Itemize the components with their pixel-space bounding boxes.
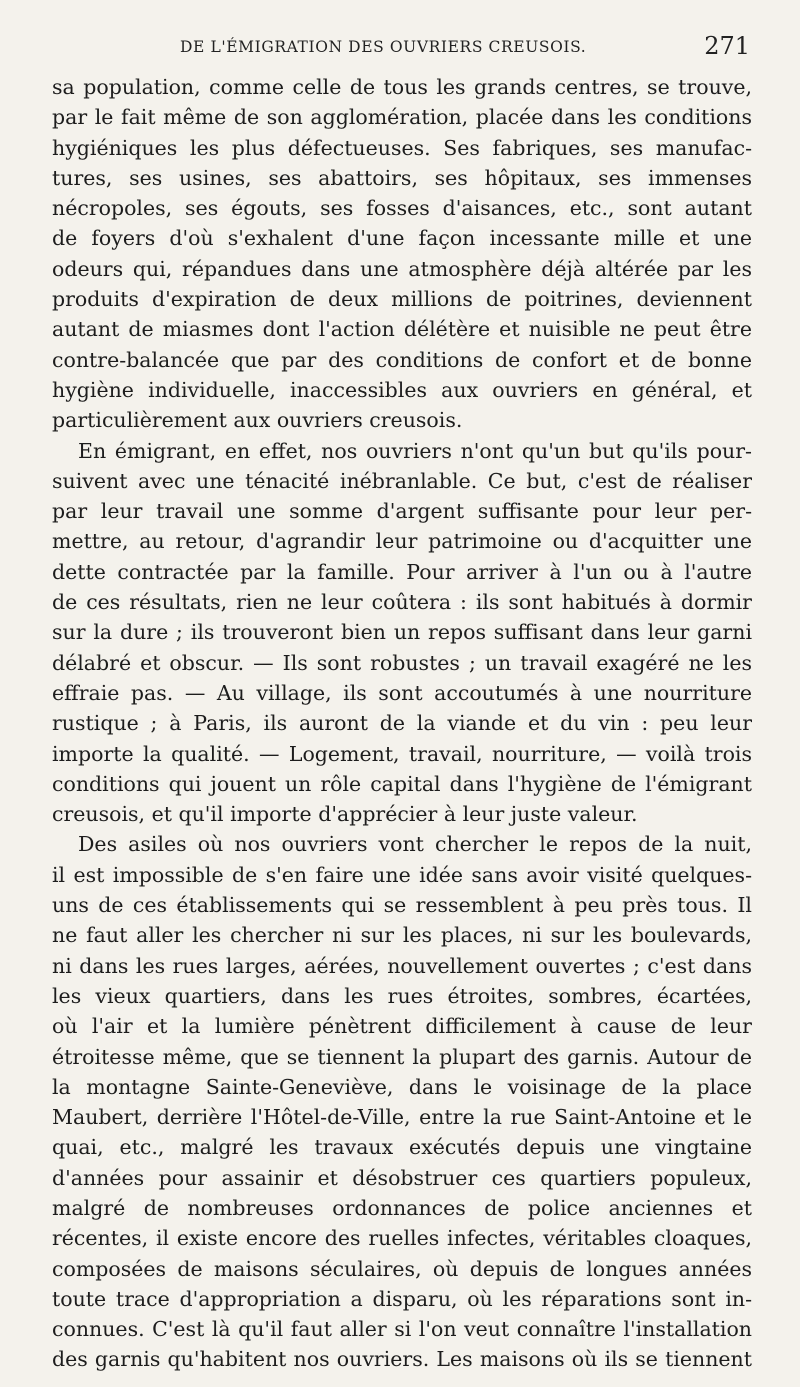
text-line: dette contractée par la famille. Pour arriver à l'un ou à l'autre	[52, 559, 752, 584]
text-line: effraie pas. — Au village, ils sont accoutumés à une nourriture	[52, 680, 752, 705]
text-line: récentes, il existe encore des ruelles infectes, véritables cloaques,	[52, 1226, 752, 1251]
text-line: sur la dure ; ils trouveront bien un repos suffisant dans leur garni	[52, 620, 752, 645]
text-line: la montagne Sainte-Geneviève, dans le voisinage de la place	[52, 1074, 752, 1099]
text-line: des garnis qu'habitent nos ouvriers. Les maisons où ils se tiennent	[52, 1347, 752, 1372]
text-line: tures, ses usines, ses abattoirs, ses hôpitaux, ses immenses	[52, 165, 752, 190]
text-line: où l'air et la lumière pénètrent difficilement à cause de leur	[52, 1014, 752, 1039]
paragraph-3	[52, 829, 752, 1374]
text-line: odeurs qui, répandues dans une atmosphère déjà altérée par les	[52, 256, 752, 281]
text-line: suivent avec une ténacité inébranlable. Ce but, c'est de réaliser	[52, 468, 752, 493]
text-line: les vieux quartiers, dans les rues étroites, sombres, écartées,	[52, 983, 752, 1008]
text-line: contre-balancée que par des conditions de confort et de bonne	[52, 347, 752, 372]
text-line: malgré de nombreuses ordonnances de police anciennes et	[52, 1195, 752, 1220]
text-line: par le fait même de son agglomération, placée dans les conditions	[52, 105, 752, 130]
text-line: ni dans les rues larges, aérées, nouvellement ouvertes ; c'est dans	[52, 953, 752, 978]
text-line: de foyers d'où s'exhalent d'une façon incessante mille et une	[52, 226, 752, 251]
text-line: En émigrant, en effet, nos ouvriers n'ont qu'un but qu'ils pour-	[78, 438, 752, 463]
text-line: de ces résultats, rien ne leur coûtera : ils sont habitués à dormir	[52, 590, 752, 615]
text-line: sa population, comme celle de tous les grands centres, se trouve,	[52, 75, 752, 99]
text-line: creusois, et qu'il importe d'apprécier à leur juste valeur.	[52, 802, 638, 827]
text-line: nécropoles, ses égouts, ses fosses d'aisances, etc., sont autant	[52, 196, 752, 221]
page-number: 271	[704, 32, 750, 60]
text-line: Maubert, derrière l'Hôtel-de-Ville, entre la rue Saint-Antoine et le	[52, 1105, 752, 1130]
text-line: mettre, au retour, d'agrandir leur patrimoine ou d'acquitter une	[52, 529, 752, 554]
text-line: étroitesse même, que se tiennent la plupart des garnis. Autour de	[52, 1044, 752, 1069]
text-line: conditions qui jouent un rôle capital dans l'hygiène de l'émigrant	[52, 771, 752, 796]
text-line: délabré et obscur. — Ils sont robustes ; un travail exagéré ne les	[52, 650, 752, 675]
text-line: il est impossible de s'en faire une idée sans avoir visité quelques-	[52, 862, 752, 887]
text-line: connues. C'est là qu'il faut aller si l'on veut connaître l'installation	[52, 1317, 752, 1342]
text-line: Des asiles où nos ouvriers vont chercher le repos de la nuit,	[78, 832, 752, 857]
text-line: rustique ; à Paris, ils auront de la viande et du vin : peu leur	[52, 711, 752, 736]
body-text	[52, 72, 752, 1375]
paragraph-1	[52, 72, 752, 436]
running-title: DE L'ÉMIGRATION DES OUVRIERS CREUSOIS.	[180, 38, 587, 56]
text-line: toute trace d'appropriation a disparu, où les réparations sont in-	[52, 1286, 752, 1311]
text-line: ne faut aller les chercher ni sur les places, ni sur les boulevards,	[52, 923, 752, 948]
text-line: quai, etc., malgré les travaux exécutés depuis une vingtaine	[52, 1135, 752, 1160]
text-line: hygiéniques les plus défectueuses. Ses fabriques, ses manufac-	[52, 135, 752, 160]
text-line: importe la qualité. — Logement, travail, nourriture, — voilà trois	[52, 741, 752, 766]
text-line: par leur travail une somme d'argent suffisante pour leur per-	[52, 499, 752, 524]
text-line: particulièrement aux ouvriers creusois.	[52, 408, 463, 433]
text-line: hygiène individuelle, inaccessibles aux ouvriers en général, et	[52, 377, 752, 402]
paragraph-2	[52, 436, 752, 830]
text-line: produits d'expiration de deux millions de poitrines, deviennent	[52, 287, 752, 312]
running-head	[52, 32, 760, 62]
text-line: autant de miasmes dont l'action délétère et nuisible ne peut être	[52, 317, 752, 342]
text-line: composées de maisons séculaires, où depuis de longues années	[52, 1256, 752, 1281]
text-line: uns de ces établissements qui se ressemblent à peu près tous. Il	[52, 893, 752, 918]
text-line: d'années pour assainir et désobstruer ces quartiers populeux,	[52, 1165, 752, 1190]
